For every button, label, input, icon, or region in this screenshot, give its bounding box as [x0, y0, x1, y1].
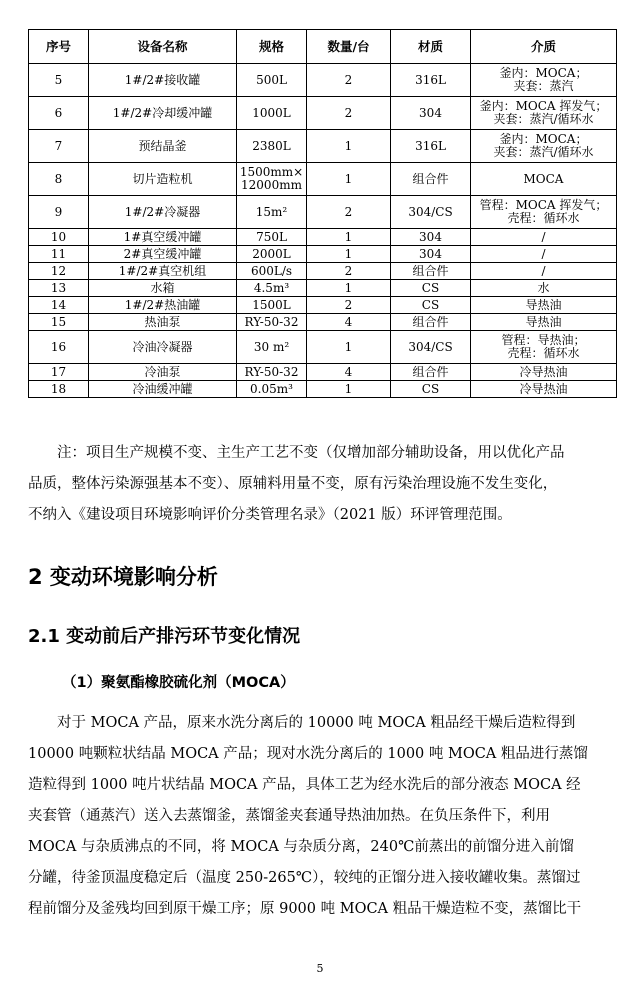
body-paragraph: [28, 708, 618, 925]
cell-name: 切片造粒机: [89, 163, 237, 196]
paragraph-line: 10000 吨颗粒状结晶 MOCA 产品；现对水洗分离后的 1000 吨 MOCA 粗品进行蒸馏: [28, 746, 588, 762]
cell-no: 13: [29, 280, 89, 297]
paragraph-line: 分罐，待釜顶温度稳定后（温度 250-265℃），较纯的正馏分进入接收罐收集。蒸馏过: [28, 870, 581, 886]
cell-name: 1#/2#热油罐: [89, 297, 237, 314]
table-row: [29, 163, 617, 196]
cell-material: 304/CS: [391, 196, 471, 229]
cell-spec: 0.05m³: [237, 381, 307, 398]
cell-no: 7: [29, 130, 89, 163]
cell-no: 17: [29, 364, 89, 381]
cell-spec: 500L: [237, 64, 307, 97]
note-line: 不纳入《建设项目环境影响评价分类管理名录》（2021 版）环评管理范围。: [28, 507, 512, 523]
cell-medium: 水: [471, 280, 617, 297]
cell-qty: 2: [307, 97, 391, 130]
table-row: [29, 381, 617, 398]
cell-name: 预结晶釜: [89, 130, 237, 163]
cell-qty: 1: [307, 130, 391, 163]
cell-qty: 2: [307, 64, 391, 97]
cell-no: 14: [29, 297, 89, 314]
cell-qty: 1: [307, 280, 391, 297]
paragraph-line: 对于 MOCA 产品，原来水洗分离后的 10000 吨 MOCA 粗品经干燥后造粒得到: [57, 715, 576, 731]
cell-name: 1#/2#真空机组: [89, 263, 237, 280]
cell-name: 冷油泵: [89, 364, 237, 381]
cell-no: 10: [29, 229, 89, 246]
cell-medium: /: [471, 246, 617, 263]
table-row: [29, 364, 617, 381]
cell-medium: 管程：MOCA 挥发气； 壳程：循环水: [471, 196, 617, 229]
cell-no: 12: [29, 263, 89, 280]
cell-medium: 釜内：MOCA； 夹套：蒸汽: [471, 64, 617, 97]
paragraph-line: 夹套管（通蒸汽）送入去蒸馏釜，蒸馏釜夹套通导热油加热。在负压条件下，利用: [28, 808, 550, 824]
header-medium: 介质: [471, 30, 617, 64]
cell-no: 18: [29, 381, 89, 398]
cell-medium: 冷导热油: [471, 364, 617, 381]
note-line: 品质，整体污染源强基本不变）、原辅料用量不变，原有污染治理设施不发生变化，: [28, 476, 558, 492]
cell-qty: 1: [307, 163, 391, 196]
cell-medium: 釜内：MOCA； 夹套：蒸汽/循环水: [471, 130, 617, 163]
cell-material: 组合件: [391, 364, 471, 381]
paragraph-line: 程前馏分及釜残均回到原干燥工序；原 9000 吨 MOCA 粗品干燥造粒不变，蒸馏比干: [28, 901, 582, 917]
cell-name: 冷油缓冲罐: [89, 381, 237, 398]
cell-spec: 750L: [237, 229, 307, 246]
cell-no: 11: [29, 246, 89, 263]
table-row: [29, 246, 617, 263]
cell-name: 1#真空缓冲罐: [89, 229, 237, 246]
cell-qty: 4: [307, 314, 391, 331]
table-row: [29, 97, 617, 130]
cell-medium: 导热油: [471, 297, 617, 314]
cell-material: 组合件: [391, 314, 471, 331]
cell-material: 组合件: [391, 163, 471, 196]
cell-medium: MOCA: [471, 163, 617, 196]
table-note: [28, 438, 618, 531]
table-row: [29, 263, 617, 280]
table-row: [29, 297, 617, 314]
cell-qty: 2: [307, 297, 391, 314]
cell-medium: /: [471, 229, 617, 246]
cell-material: CS: [391, 297, 471, 314]
cell-no: 16: [29, 331, 89, 364]
cell-material: 304: [391, 97, 471, 130]
cell-qty: 2: [307, 263, 391, 280]
cell-spec: 600L/s: [237, 263, 307, 280]
table-row: [29, 64, 617, 97]
cell-name: 1#/2#冷却缓冲罐: [89, 97, 237, 130]
cell-spec: 2380L: [237, 130, 307, 163]
item-heading: （1）聚氨酯橡胶硫化剂（MOCA）: [62, 675, 295, 691]
cell-spec: 4.5m³: [237, 280, 307, 297]
header-qty: 数量/台: [307, 30, 391, 64]
table-row: [29, 196, 617, 229]
cell-name: 1#/2#接收罐: [89, 64, 237, 97]
cell-spec: 1000L: [237, 97, 307, 130]
cell-name: 热油泵: [89, 314, 237, 331]
cell-no: 5: [29, 64, 89, 97]
cell-medium: 管程：导热油； 壳程：循环水: [471, 331, 617, 364]
cell-name: 1#/2#冷凝器: [89, 196, 237, 229]
header-spec: 规格: [237, 30, 307, 64]
header-no: 序号: [29, 30, 89, 64]
table-row: [29, 130, 617, 163]
cell-spec: 1500L: [237, 297, 307, 314]
table-row: [29, 331, 617, 364]
table-header-row: [29, 30, 617, 64]
cell-material: 316L: [391, 130, 471, 163]
cell-no: 15: [29, 314, 89, 331]
cell-spec: RY-50-32: [237, 364, 307, 381]
cell-medium: /: [471, 263, 617, 280]
cell-name: 2#真空缓冲罐: [89, 246, 237, 263]
cell-qty: 1: [307, 331, 391, 364]
cell-no: 9: [29, 196, 89, 229]
section-heading: 2 变动环境影响分析: [28, 565, 218, 589]
cell-no: 6: [29, 97, 89, 130]
page-number: 5: [316, 962, 324, 975]
cell-spec: 2000L: [237, 246, 307, 263]
cell-qty: 1: [307, 229, 391, 246]
table-row: [29, 229, 617, 246]
cell-qty: 2: [307, 196, 391, 229]
table-row: [29, 314, 617, 331]
cell-medium: 冷导热油: [471, 381, 617, 398]
equipment-table: [28, 29, 617, 398]
cell-spec: 15m²: [237, 196, 307, 229]
paragraph-line: 造粒得到 1000 吨片状结晶 MOCA 产品，具体工艺为经水洗后的部分液态 MOCA 经: [28, 777, 581, 793]
cell-material: CS: [391, 280, 471, 297]
table-row: [29, 280, 617, 297]
cell-medium: 导热油: [471, 314, 617, 331]
cell-qty: 1: [307, 246, 391, 263]
note-line: 注：项目生产规模不变、主生产工艺不变（仅增加部分辅助设备，用以优化产品: [57, 445, 565, 461]
header-material: 材质: [391, 30, 471, 64]
cell-qty: 4: [307, 364, 391, 381]
cell-qty: 1: [307, 381, 391, 398]
cell-spec: 1500mm× 12000mm: [237, 163, 307, 196]
header-name: 设备名称: [89, 30, 237, 64]
cell-material: 组合件: [391, 263, 471, 280]
cell-name: 水箱: [89, 280, 237, 297]
cell-name: 冷油冷凝器: [89, 331, 237, 364]
cell-material: 304/CS: [391, 331, 471, 364]
paragraph-line: MOCA 与杂质沸点的不同，将 MOCA 与杂质分离，240℃前蒸出的前馏分进入前馏: [28, 839, 574, 855]
cell-material: 304: [391, 246, 471, 263]
cell-medium: 釜内：MOCA 挥发气； 夹套：蒸汽/循环水: [471, 97, 617, 130]
cell-material: CS: [391, 381, 471, 398]
cell-no: 8: [29, 163, 89, 196]
cell-spec: 30 m²: [237, 331, 307, 364]
cell-spec: RY-50-32: [237, 314, 307, 331]
cell-material: 316L: [391, 64, 471, 97]
cell-material: 304: [391, 229, 471, 246]
subsection-heading: 2.1 变动前后产排污环节变化情况: [28, 626, 301, 647]
